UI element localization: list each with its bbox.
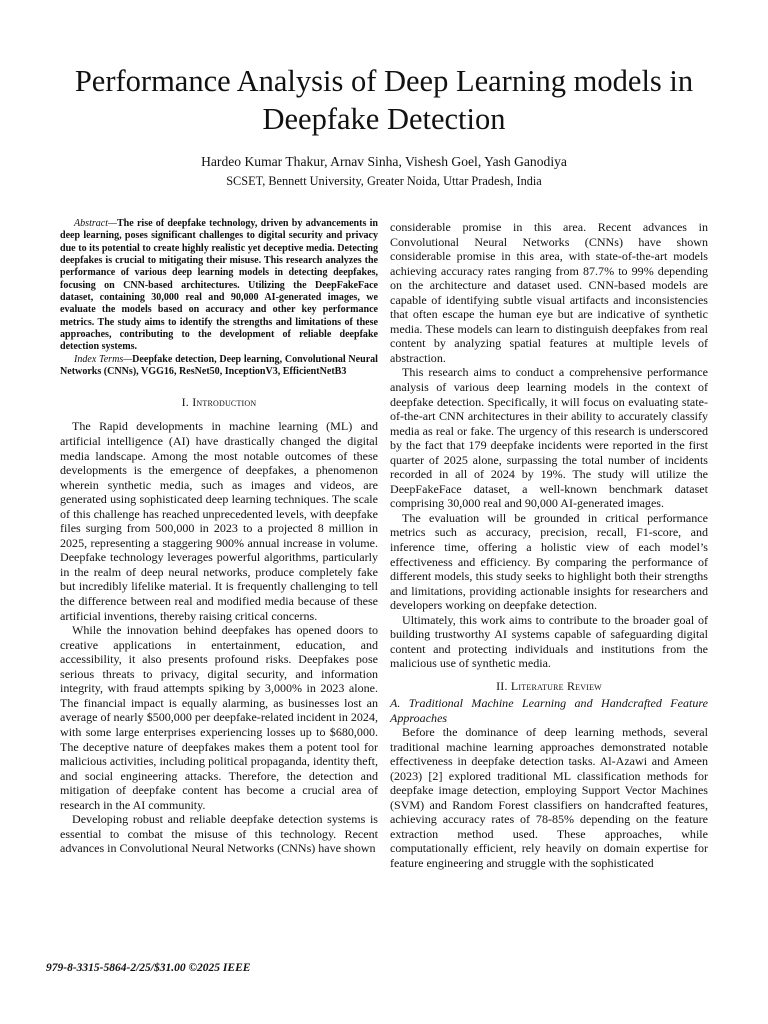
abstract-lead: Abstract— bbox=[74, 218, 117, 229]
intro-paragraph-3-continued: considerable promise in this area. Recent advances in Convolutional Neural Networks (CNNs) have shown considerable promise in this area, with state-of-the-art models achieving accuracy rates ranging from 87.7% to 99% depending on the architecture and dataset used. CNN-based models are capable of identifying subtle visual artifacts and inconsistencies that often escape the human eye but are indicative of synthetic media. These models can learn to distinguish deepfakes from real content by analyzing spatial features at multiple levels of abstraction. bbox=[390, 220, 708, 365]
intro-paragraph-3: Developing robust and reliable deepfake detection systems is essential to combat the misuse of this technology. Recent advances in Convolutional Neural Networks (CNNs) have shown bbox=[60, 812, 378, 856]
section-heading-literature-review: II. Literature Review bbox=[496, 678, 602, 693]
index-terms-text: Deepfake detection, Deep learning, Convolutional Neural Networks (CNNs), VGG16, ResNet50, InceptionV3, EfficientNetB3 bbox=[60, 353, 378, 378]
section-heading-introduction: I. Introduction bbox=[181, 395, 257, 410]
index-terms bbox=[60, 354, 378, 379]
paper-authors: Hardeo Kumar Thakur, Arnav Sinha, Vishesh Goel, Yash Ganodiya bbox=[201, 154, 567, 169]
intro-paragraph-5: The evaluation will be grounded in critical performance metrics such as accuracy, precision, recall, F1-score, and inference time, offering a holistic view of each model’s effectiveness and efficiency. By comparing the performance of different models, this study seeks to highlight both their strengths and limitations, providing actionable insights for researchers and developers working on deepfake detection. bbox=[390, 510, 708, 613]
intro-paragraph-2: While the innovation behind deepfakes has opened doors to creative applications in entertainment, education, and accessibility, it also presents profound risks. Deepfakes pose serious threats to privacy, digital security, and information integrity, with fraud attempts spiking by 3,000% in 2023 alone. The financial impact is equally alarming, as businesses lost an average of nearly $500,000 per deepfake-related incident in 2024, with some large enterprises experiencing losses up to $680,000. The deceptive nature of deepfakes makes them a potent tool for malicious activities, including political propaganda, identity theft, and social engineering attacks. Therefore, the detection and mitigation of deepfake content has become a crucial area of research in the AI community. bbox=[60, 623, 378, 812]
paper-title-line-2: Deepfake Detection bbox=[262, 102, 506, 136]
paper-title-line-1: Performance Analysis of Deep Learning models in bbox=[74, 64, 694, 98]
intro-paragraph-4: This research aims to conduct a comprehensive performance analysis of various deep learning models in the context of deepfake detection. Specifically, it will focus on evaluating state-of-the-art CNN architectures in their ability to accurately classify media as real or fake. The urgency of this research is underscored by the fact that 179 deepfake incidents were reported in the first quarter of 2025 alone, surpassing the total number of incidents recorded in all of 2024 by 19%. The study will utilize the DeepFakeFace dataset, a well-known benchmark dataset comprising 30,000 real and 90,000 AI-generated images. bbox=[390, 365, 708, 511]
paper-affiliation: SCSET, Bennett University, Greater Noida, Uttar Pradesh, India bbox=[226, 174, 542, 188]
intro-paragraph-1: The Rapid developments in machine learning (ML) and artificial intelligence (AI) have drastically changed the digital media landscape. Among the most notable outcomes of these developments is the emergence of deepfakes, a phenomenon wherein synthetic media, such as images and videos, are generated using sophisticated deep learning techniques. The scale of this challenge has reached unprecedented levels, with deepfake files surging from 500,000 in 2023 to a projected 8 million in 2025, representing a staggering 900% annual increase in volume. Deepfake technology leverages powerful algorithms, particularly in the realm of deep neural networks, produce completely fake but incredibly lifelike material. It is frequently challenging to tell the difference between real and modified media because of these artificial inventions, thereby raising critical concerns. bbox=[60, 419, 378, 623]
subsection-heading-traditional-ml: A. Traditional Machine Learning and Handcrafted Feature Approaches bbox=[390, 695, 708, 725]
abstract-text: The rise of deepfake technology, driven by advancements in deep learning, poses significant challenges to digital security and privacy due to its potential to create highly realistic yet deceptive media. Detecting deepfakes is crucial to mitigating their misuse. This research analyzes the performance of various deep learning models in detecting deepfakes, focusing on CNN-based architectures. Utilizing the DeepFakeFace dataset, containing 30,000 real and 90,000 AI-generated images, we evaluate the models based on accuracy and other key performance metrics. The study aims to identify the strengths and limitations of these approaches, contributing to the development of reliable deepfake detection systems. bbox=[60, 218, 378, 353]
intro-paragraph-6: Ultimately, this work aims to contribute to the broader goal of building trustworthy AI systems capable of safeguarding digital content and protecting individuals and institutions from the malicious use of synthetic media. bbox=[390, 612, 708, 671]
literature-paragraph-1: Before the dominance of deep learning methods, several traditional machine learning approaches demonstrated notable effectiveness in deepfake detection tasks. Al-Azawi and Ameen (2023) [2] explored traditional ML classification methods for deepfake image detection, employing Support Vector Machines (SVM) and Random Forest classifiers on handcrafted features, achieving accuracy rates of 78-85% depending on the feature extraction method used. These approaches, while computationally efficient, rely heavily on domain expertise for feature engineering and struggle with the sophisticated bbox=[390, 725, 708, 870]
paper-title bbox=[40, 62, 728, 138]
index-terms-lead: Index Terms— bbox=[74, 353, 133, 365]
abstract bbox=[60, 218, 378, 354]
left-column bbox=[60, 218, 378, 856]
copyright-footer: 979-8-3315-5864-2/25/$31.00 ©2025 IEEE bbox=[46, 962, 251, 974]
right-column bbox=[390, 220, 708, 871]
